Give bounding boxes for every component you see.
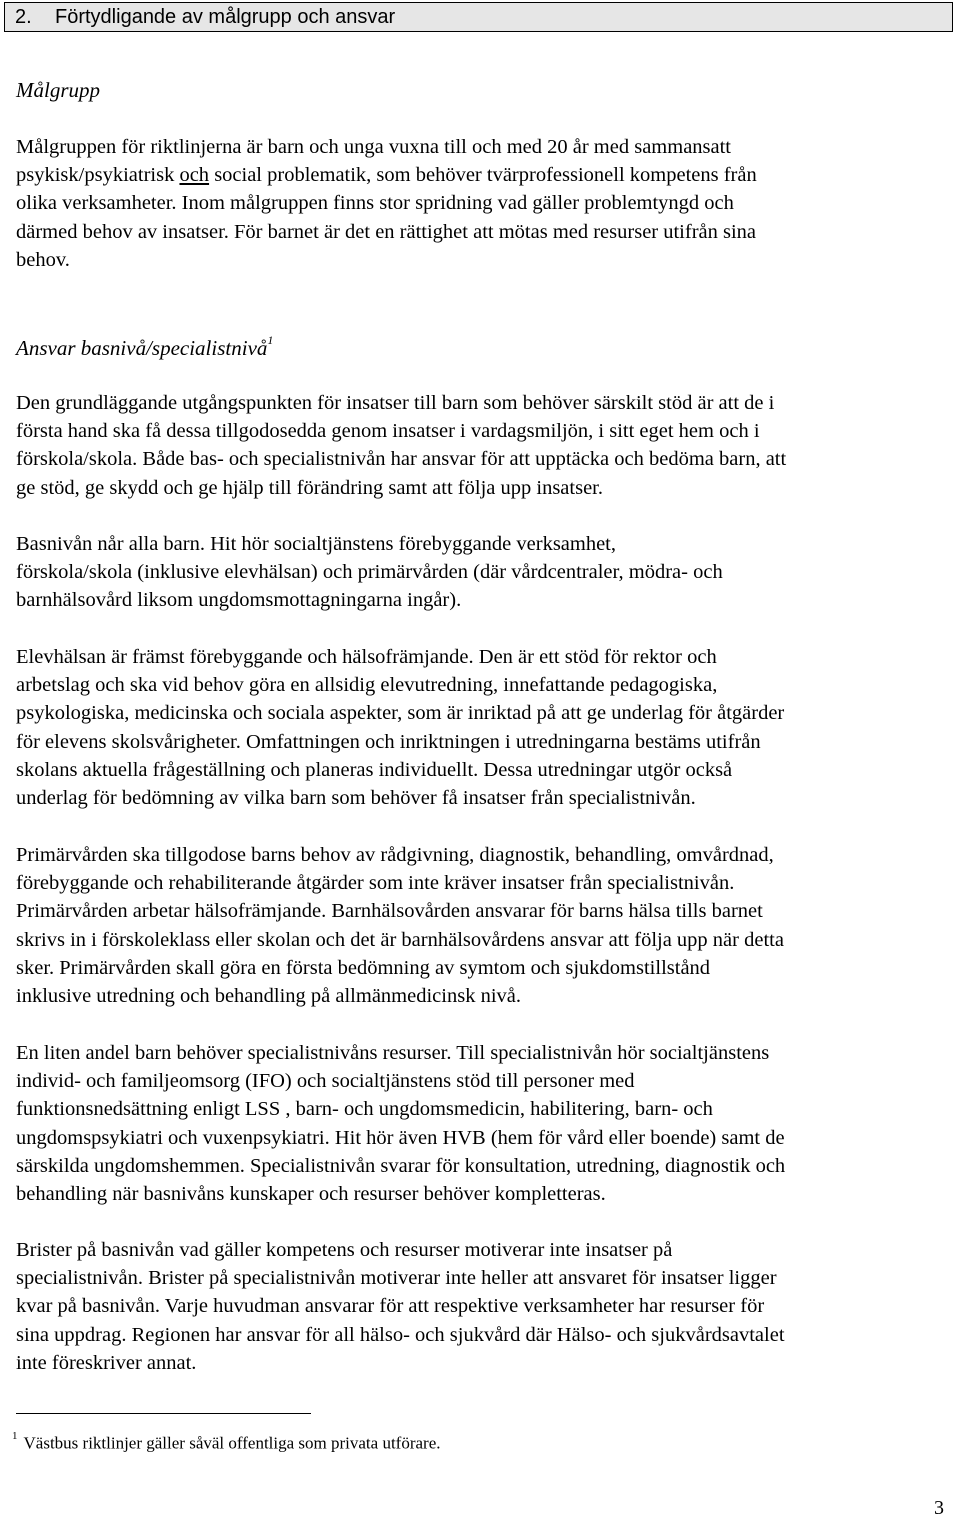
text-line: Den grundläggande utgångspunkten för insatser till barn som behöver särskilt stöd är att de i (16, 392, 775, 414)
text-line: skolans aktuella frågeställning och planeras individuellt. Dessa utredningar utgör också (16, 758, 733, 781)
ansvar-heading (16, 329, 273, 362)
text-line: förskola/skola (inklusive elevhälsan) och primärvården (där vårdcentraler, mödra- och (16, 561, 723, 584)
text-line: specialistnivån. Brister på specialistnivån motiverar inte heller att ansvaret för insatser ligger (16, 1267, 777, 1290)
footnote (12, 1427, 441, 1456)
text-line: Målgruppen för riktlinjerna är barn och unga vuxna till och med 20 år med sammansatt (16, 136, 732, 158)
text-line: särskilda ungdomshemmen. Specialistnivån svarar för konsultation, utredning, diagnostik och (16, 1154, 786, 1177)
text-line: sker. Primärvården skall göra en första bedömning av symtom och sjukdomstillstånd (16, 956, 711, 979)
section-number: 2. (15, 6, 32, 28)
text-line: inklusive utredning och behandling på allmänmedicinsk nivå. (16, 985, 521, 1008)
paragraph-primarvarden (16, 841, 784, 1010)
text-line: funktionsnedsättning enligt LSS , barn- och ungdomsmedicin, habilitering, barn- och (16, 1098, 713, 1121)
text-line: individ- och familjeomsorg (IFO) och socialtjänstens stöd till personer med (16, 1070, 635, 1093)
section-header (4, 2, 953, 32)
footnote-marker: 1 (12, 1430, 18, 1442)
text-line: underlag för bedömning av vilka barn som behöver få insatser från specialistnivån. (16, 787, 696, 810)
text-line: En liten andel barn behöver specialistnivåns resurser. Till specialistnivån hör socialtjänstens (16, 1042, 770, 1064)
text-line: behandling när basnivåns kunskaper och resurser behöver kompletteras. (16, 1183, 606, 1206)
text-line: Basnivån når alla barn. Hit hör socialtjänstens förebyggande verksamhet, (16, 533, 617, 555)
text-line: sina uppdrag. Regionen har ansvar för all hälso- och sjukvård där Hälso- och sjukvårdsavtalet (16, 1323, 785, 1346)
text-line: ungdomspsykiatri och vuxenpsykiatri. Hit hör även HVB (hem för vård eller boende) samt de (16, 1126, 785, 1149)
paragraph-grundlaggande (16, 389, 786, 502)
text-line: Primärvården ska tillgodose barns behov av rådgivning, diagnostik, behandling, omvårdnad, (16, 844, 774, 866)
page-number: 3 (934, 1497, 944, 1519)
section-heading (15, 5, 395, 29)
section-title: Förtydligande av målgrupp och ansvar (55, 6, 396, 28)
text-line: för elevens skolsvårigheter. Omfattningen och inriktningen i utredningarna bestäms utifrån (16, 730, 761, 753)
malgrupp-heading: Målgrupp (16, 78, 100, 102)
ansvar-heading-text: Ansvar basnivå/specialistnivå (16, 336, 268, 360)
text-line: behov. (16, 248, 70, 271)
text-line: Brister på basnivån vad gäller kompetens och resurser motiverar inte insatser på (16, 1239, 673, 1261)
footnote-reference: 1 (267, 333, 274, 347)
text-line: inte föreskriver annat. (16, 1351, 197, 1374)
text-line: ge stöd, ge skydd och ge hjälp till förändring samt att följa upp insatser. (16, 476, 603, 499)
text-line: första hand ska få dessa tillgodosedda genom insatser i vardagsmiljön, i sitt eget hem och i (16, 420, 760, 443)
text-line: arbetslag och ska vid behov göra en allsidig elevutredning, innefattande pedagogiska, (16, 674, 718, 697)
paragraph-brister (16, 1236, 785, 1377)
text-line: därmed behov av insatser. För barnet är det en rättighet att mötas med resurser utifrån sina (16, 220, 757, 243)
text-line: barnhälsovård liksom ungdomsmottagningarna ingår). (16, 589, 462, 612)
text-line: psykologiska, medicinska och sociala aspekter, som är inriktad på att ge underlag för åtgärder (16, 702, 785, 725)
paragraph-basnivan (16, 530, 723, 615)
underlined-word: och (179, 164, 210, 187)
footnote-separator (16, 1413, 311, 1414)
text-line: Elevhälsan är främst förebyggande och hälsofrämjande. Den är ett stöd för rektor och (16, 646, 717, 668)
paragraph-specialistnivan (16, 1039, 785, 1208)
text-line: olika verksamheter. Inom målgruppen finns stor spridning vad gäller problemtyngd och (16, 192, 734, 215)
text-line: förskola/skola. Både bas- och specialistnivån har ansvar för att upptäcka och bedöma barn, att (16, 448, 787, 471)
text-line: skrivs in i förskoleklass eller skolan och det är barnhälsovårdens ansvar att följa upp när detta (16, 928, 784, 951)
text-line: psykisk/psykiatrisk och social problematik, som behöver tvärprofessionell kompetens från (16, 164, 757, 187)
text-line: förebyggande och rehabiliterande åtgärder som inte kräver insatser från specialistnivån. (16, 872, 735, 895)
footnote-text: Västbus riktlinjer gäller såväl offentliga som privata utförare. (23, 1433, 441, 1453)
text-line: kvar på basnivån. Varje huvudman ansvarar för att respektive verksamheter har resurser för (16, 1295, 765, 1318)
paragraph-elevhalsan (16, 643, 784, 812)
malgrupp-paragraph (16, 133, 757, 274)
text-line: Primärvården arbetar hälsofrämjande. Barnhälsovården ansvarar för barns hälsa tills barnet (16, 900, 763, 923)
